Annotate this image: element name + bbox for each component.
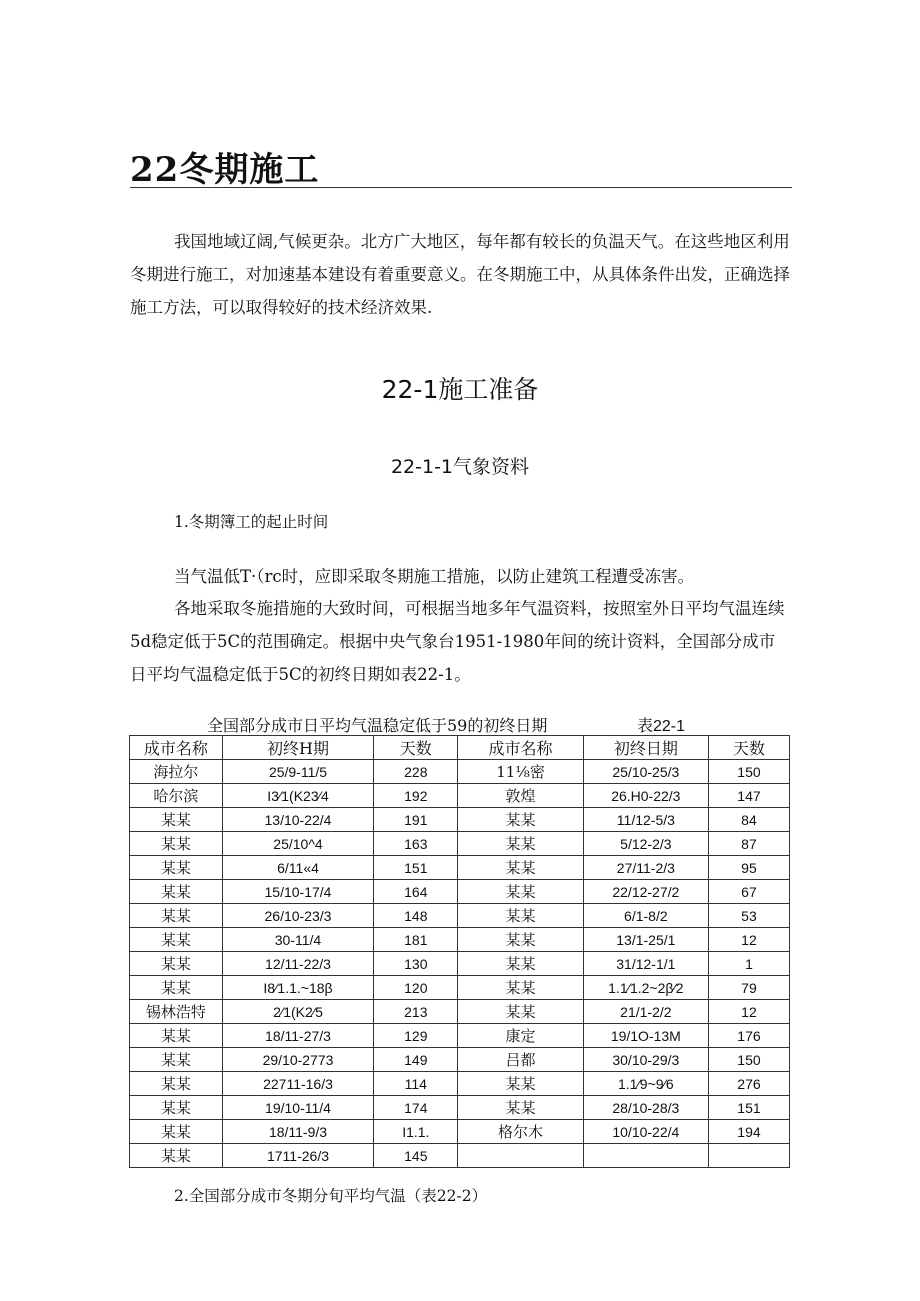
- cell-days-2: 95: [708, 856, 789, 880]
- table-row: [130, 1024, 790, 1048]
- cell-dates-2: 25/10-25/3: [583, 760, 708, 784]
- cell-city: 某某: [130, 856, 223, 880]
- header-days: 天数: [374, 736, 458, 760]
- cell-days-2: 12: [708, 1000, 789, 1024]
- cell-days: 148: [374, 904, 458, 928]
- cell-dates-2: 13/1-25/1: [583, 928, 708, 952]
- header-city: 成市名称: [130, 736, 223, 760]
- table-row: [130, 1072, 790, 1096]
- table-row: [130, 832, 790, 856]
- para3-text: 各地采取冬施措施的大致时间，可根据当地多年气温资料，按照室外日平均气温连续5d稳定低于5C的范围确定。根据中央气象台1951-1980年间的统计资料，全国部分成市日平均气温稳定低于5C的初终日期如表22-1。: [130, 599, 785, 684]
- cell-days: 163: [374, 832, 458, 856]
- cell-dates-2: 11/12-5/3: [583, 808, 708, 832]
- cell-dates-2: 10/10-22/4: [583, 1120, 708, 1144]
- item-2-heading: 2.全国部分成市冬期分旬平均气温（表22-2）: [174, 1187, 488, 1205]
- cell-dates: 25/9-11/5: [222, 760, 374, 784]
- cell-dates-2: 28/10-28/3: [583, 1096, 708, 1120]
- cell-city-2: 康定: [458, 1024, 583, 1048]
- table-row: [130, 1000, 790, 1024]
- table-row: [130, 904, 790, 928]
- cell-days: 192: [374, 784, 458, 808]
- cell-days-2: 12: [708, 928, 789, 952]
- cell-city: 某某: [130, 976, 223, 1000]
- cell-city-2: 吕都: [458, 1048, 583, 1072]
- cell-dates-2: 22/12-27/2: [583, 880, 708, 904]
- cell-dates: 6/11«4: [222, 856, 374, 880]
- cell-city: 某某: [130, 1024, 223, 1048]
- cell-dates: I8⁄1.1.~18β: [222, 976, 374, 1000]
- cell-days-2: [708, 1144, 789, 1168]
- cell-dates: 26/10-23/3: [222, 904, 374, 928]
- cell-days: 151: [374, 856, 458, 880]
- cell-days-2: 1: [708, 952, 789, 976]
- cell-city-2: 某某: [458, 832, 583, 856]
- cell-days-2: 194: [708, 1120, 789, 1144]
- table-caption: 全国部分成市日平均气温稳定低于59的初终日期: [207, 716, 548, 735]
- table-row: [130, 808, 790, 832]
- cell-days: I1.1.: [374, 1120, 458, 1144]
- cell-city-2: 某某: [458, 808, 583, 832]
- cell-city: 某某: [130, 1072, 223, 1096]
- cell-days-2: 176: [708, 1024, 789, 1048]
- cell-days: 174: [374, 1096, 458, 1120]
- table-header-row: [130, 736, 790, 760]
- cell-days: 228: [374, 760, 458, 784]
- paragraph-statistics: [130, 592, 790, 691]
- section-title: 22-1施工准备: [381, 375, 539, 404]
- cell-days-2: 151: [708, 1096, 789, 1120]
- subsection-title: 22-1-1气象资料: [390, 456, 530, 478]
- cell-dates-2: 19/1O-13M: [583, 1024, 708, 1048]
- cell-dates-2: 26.H0-22/3: [583, 784, 708, 808]
- table-row: [130, 760, 790, 784]
- cell-dates: 2⁄1(K2⁄5: [222, 1000, 374, 1024]
- header-days-2: 天数: [708, 736, 789, 760]
- cell-city: 某某: [130, 904, 223, 928]
- intro-text: 我国地域辽阔,气候更杂。北方广大地区，每年都有较长的负温天气。在这些地区利用冬期进行施工，对加速基本建设有着重要意义。在冬期施工中，从具体条件出发，正确选择施工方法，可以取得较好的技术经济效果.: [130, 232, 790, 317]
- cell-city: 某某: [130, 1048, 223, 1072]
- cell-city: 某某: [130, 880, 223, 904]
- cell-city-2: 某某: [458, 856, 583, 880]
- cell-city: 某某: [130, 928, 223, 952]
- cell-dates: 18/11-27/3: [222, 1024, 374, 1048]
- paragraph-temperature-rule: [130, 560, 790, 593]
- cell-days-2: 84: [708, 808, 789, 832]
- cell-days-2: 53: [708, 904, 789, 928]
- cell-city: 哈尔滨: [130, 784, 223, 808]
- cell-dates-2: 31/12-1/1: [583, 952, 708, 976]
- cell-days: 114: [374, 1072, 458, 1096]
- cell-city-2: 格尔木: [458, 1120, 583, 1144]
- para2-text: 当气温低T·（rc时，应即采取冬期施工措施，以防止建筑工程遭受冻害。: [174, 567, 695, 586]
- cell-days-2: 147: [708, 784, 789, 808]
- cell-dates: 12/11-22/3: [222, 952, 374, 976]
- cell-dates: 25/10^4: [222, 832, 374, 856]
- cell-city: 某某: [130, 832, 223, 856]
- cell-dates: 19/10-11/4: [222, 1096, 374, 1120]
- table-body: [130, 760, 790, 1168]
- cell-days: 130: [374, 952, 458, 976]
- cell-days-2: 67: [708, 880, 789, 904]
- cell-days: 213: [374, 1000, 458, 1024]
- cell-dates-2: 27/11-2/3: [583, 856, 708, 880]
- cell-city-2: 某某: [458, 1072, 583, 1096]
- cell-dates: 30-11/4: [222, 928, 374, 952]
- cell-city: 某某: [130, 1096, 223, 1120]
- cell-dates-2: 21/1-2/2: [583, 1000, 708, 1024]
- table-row: [130, 856, 790, 880]
- cell-dates: 22711-16/3: [222, 1072, 374, 1096]
- cell-days: 164: [374, 880, 458, 904]
- cell-dates-2: 30/10-29/3: [583, 1048, 708, 1072]
- intro-paragraph: [130, 225, 790, 324]
- cell-city-2: 某某: [458, 952, 583, 976]
- table-row: [130, 1096, 790, 1120]
- cell-dates-2: [583, 1144, 708, 1168]
- cell-city: 某某: [130, 1144, 223, 1168]
- cell-dates: 18/11-9/3: [222, 1120, 374, 1144]
- cell-city: 某某: [130, 952, 223, 976]
- cell-dates-2: 1.1⁄1.2~2β⁄2: [583, 976, 708, 1000]
- chapter-title: 22冬期施工: [130, 150, 320, 190]
- cell-days-2: 276: [708, 1072, 789, 1096]
- cell-days: 181: [374, 928, 458, 952]
- cell-dates: 13/10-22/4: [222, 808, 374, 832]
- cell-city-2: 某某: [458, 1096, 583, 1120]
- cell-city-2: 某某: [458, 904, 583, 928]
- cell-dates: 29/10-2773: [222, 1048, 374, 1072]
- table-row: [130, 976, 790, 1000]
- table-row: [130, 880, 790, 904]
- cell-dates: I3⁄1(K23⁄4: [222, 784, 374, 808]
- title-divider: [130, 187, 792, 188]
- table-row: [130, 1048, 790, 1072]
- cell-days: 145: [374, 1144, 458, 1168]
- table-row: [130, 784, 790, 808]
- table-row: [130, 1120, 790, 1144]
- cell-city-2: 某某: [458, 1000, 583, 1024]
- cell-dates-2: 5/12-2/3: [583, 832, 708, 856]
- cell-city: 海拉尔: [130, 760, 223, 784]
- cell-dates: 15/10-17/4: [222, 880, 374, 904]
- table-row: [130, 928, 790, 952]
- header-dates: 初终H期: [222, 736, 374, 760]
- cell-days-2: 150: [708, 1048, 789, 1072]
- cell-days: 149: [374, 1048, 458, 1072]
- table-row: [130, 952, 790, 976]
- cell-city: 锡林浩特: [130, 1000, 223, 1024]
- cell-days-2: 79: [708, 976, 789, 1000]
- city-temperature-table: [129, 735, 790, 1168]
- table-row: [130, 1144, 790, 1168]
- cell-dates-2: 1.1⁄9~9⁄6: [583, 1072, 708, 1096]
- cell-city-2: 某某: [458, 976, 583, 1000]
- cell-days-2: 150: [708, 760, 789, 784]
- header-city-2: 成市名称: [458, 736, 583, 760]
- cell-city-2: 某某: [458, 928, 583, 952]
- cell-city: 某某: [130, 808, 223, 832]
- cell-dates: 1711-26/3: [222, 1144, 374, 1168]
- cell-city-2: 某某: [458, 880, 583, 904]
- cell-city-2: 11⅛密: [458, 760, 583, 784]
- header-dates-2: 初终日期: [583, 736, 708, 760]
- cell-days: 129: [374, 1024, 458, 1048]
- cell-days: 120: [374, 976, 458, 1000]
- cell-days: 191: [374, 808, 458, 832]
- cell-days-2: 87: [708, 832, 789, 856]
- item-1-heading: 1.冬期簿工的起止时间: [174, 513, 329, 531]
- cell-dates-2: 6/1-8/2: [583, 904, 708, 928]
- cell-city-2: 敦煌: [458, 784, 583, 808]
- table-number: 表22-1: [637, 718, 686, 735]
- cell-city-2: [458, 1144, 583, 1168]
- cell-city: 某某: [130, 1120, 223, 1144]
